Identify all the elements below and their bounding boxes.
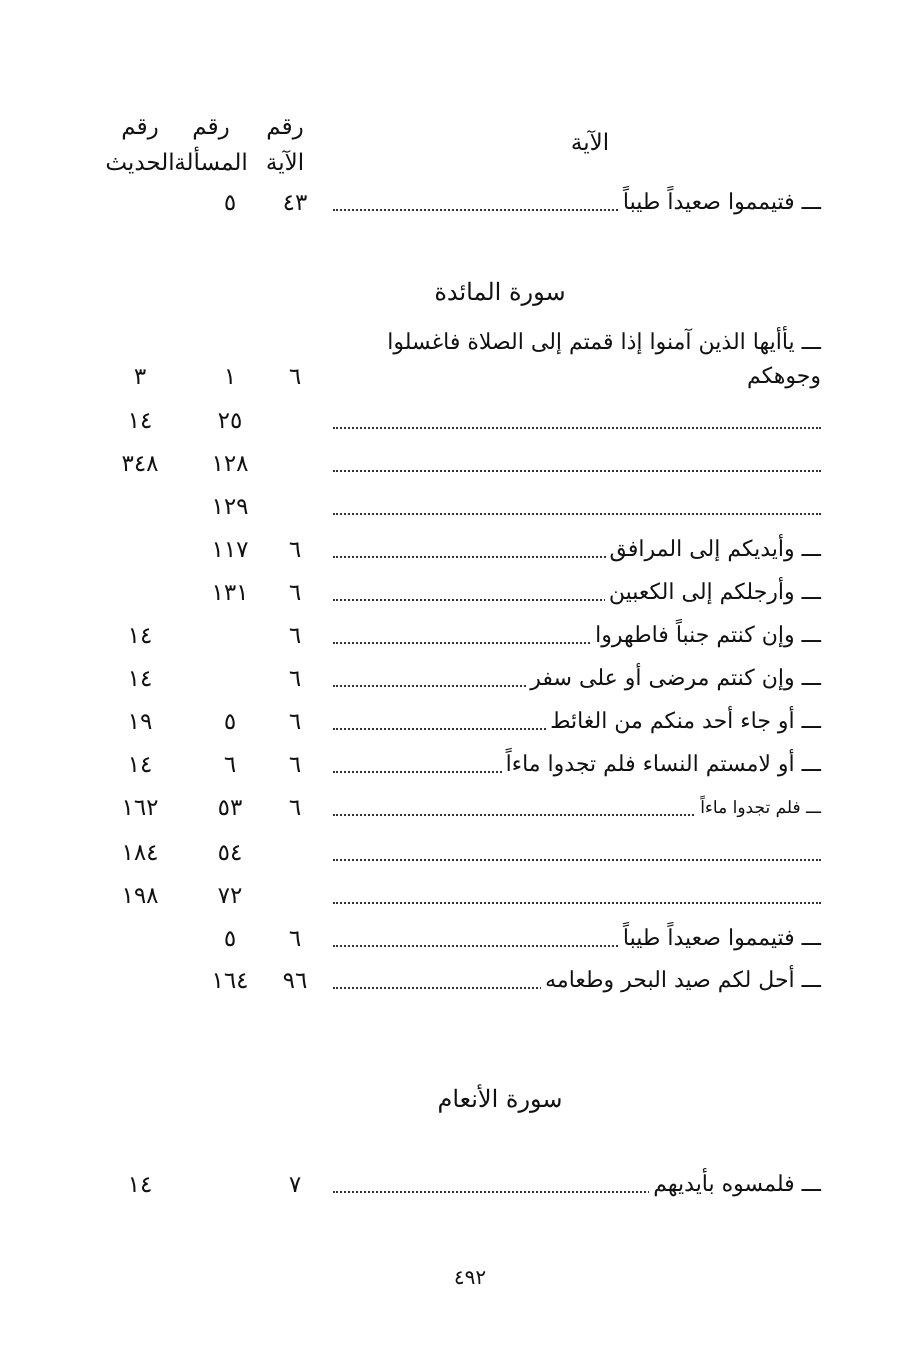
index-row — [333, 964, 821, 998]
entry-ayah-text: ـــ أو لامستم النساء فلم تجدوا ماءاً — [502, 748, 821, 782]
header-ayah-num-line2: الآية — [265, 149, 305, 176]
index-row — [333, 330, 821, 394]
index-row — [333, 836, 821, 870]
entry-ayah-number: ٩٦ — [282, 968, 308, 994]
entry-ayah-number: ٦ — [288, 795, 302, 821]
index-row — [333, 1168, 821, 1202]
surah-title: سورة المائدة — [434, 278, 566, 306]
page-number: ٤٩٢ — [453, 1265, 487, 1289]
entry-ayah-number: ٦ — [288, 580, 302, 606]
entry-masala-number: ١٦٤ — [211, 968, 249, 994]
entry-ayah-text: ـــ فتيمموا صعيداً طيباً — [619, 186, 821, 220]
entry-masala-number: ٥٣ — [217, 795, 243, 821]
entry-ayah-number: ٦ — [288, 537, 302, 563]
entry-ayah-number: ٦ — [288, 709, 302, 735]
entry-ayah-text: ـــ وأرجلكم إلى الكعبين — [605, 576, 821, 610]
index-row — [333, 533, 821, 567]
entry-ayah-number: ٤٣ — [282, 190, 308, 216]
entry-ayah-number: ٦ — [288, 364, 302, 390]
entry-ayah-text: ـــ أحل لكم صيد البحر وطعامه — [541, 964, 821, 998]
top-entry-row — [333, 186, 821, 220]
index-row — [333, 447, 821, 481]
index-row — [333, 490, 821, 524]
entry-ayah-text: ـــ فلمسوه بأيديهم — [649, 1168, 821, 1202]
index-row — [333, 922, 821, 956]
entry-hadith-number: ١٤ — [127, 408, 153, 434]
entry-hadith-number: ١٤ — [127, 752, 153, 778]
index-row — [333, 705, 821, 739]
index-row — [333, 619, 821, 653]
entry-masala-number: ١٢٨ — [211, 451, 249, 477]
entry-hadith-number: ١٤ — [127, 623, 153, 649]
entry-ayah-text: ـــ وإن كنتم مرضى أو على سفر — [526, 662, 821, 696]
header-masala-line1: رقم — [192, 114, 230, 140]
entry-masala-number: ٥٤ — [217, 840, 243, 866]
entry-masala-number: ١١٧ — [211, 537, 249, 563]
leader-dots — [333, 859, 821, 861]
entry-ayah-text: ـــ أو جاء أحد منكم من الغائط — [546, 705, 821, 739]
entry-hadith-number: ١٩ — [127, 709, 153, 735]
entry-ayah-text: ـــ يأأيها الذين آمنوا إذا قمتم إلى الصلاة فاغسلوا وجوهكم — [333, 326, 821, 394]
header-ayah-number — [250, 110, 320, 181]
leader-dots — [333, 902, 821, 904]
entry-ayah-number: ٦ — [288, 666, 302, 692]
index-row — [333, 879, 821, 913]
entry-hadith-number: ١٦٢ — [121, 795, 159, 821]
entry-masala-number: ١٣١ — [211, 580, 249, 606]
entry-ayah-text: ـــ فلم تجدوا ماءاً — [696, 791, 821, 825]
index-row — [333, 662, 821, 696]
leader-dots — [333, 513, 821, 515]
entry-masala-number: ١٢٩ — [211, 494, 249, 520]
index-row — [333, 791, 821, 825]
index-row — [333, 748, 821, 782]
entry-ayah-number: ٦ — [288, 752, 302, 778]
entry-ayah-text: ـــ وإن كنتم جنباً فاطهروا — [591, 619, 821, 653]
entry-hadith-number: ٣٤٨ — [121, 451, 159, 477]
entry-ayah-number: ٧ — [288, 1172, 302, 1198]
header-hadith-line2: الحديث — [105, 149, 175, 176]
entry-masala-number: ١ — [223, 364, 237, 390]
header-ayah-text: الآية — [570, 130, 610, 156]
header-masala-number — [172, 110, 250, 181]
entry-masala-number: ٦ — [223, 752, 237, 778]
entry-masala-number: ٥ — [223, 926, 237, 952]
entry-hadith-number: ٣ — [133, 364, 147, 390]
index-row — [333, 576, 821, 610]
index-row — [333, 404, 821, 438]
entry-masala-number: ٧٢ — [217, 883, 243, 909]
entry-hadith-number: ١٩٨ — [121, 883, 159, 909]
entry-hadith-number: ١٤ — [127, 1172, 153, 1198]
entry-ayah-number: ٦ — [288, 623, 302, 649]
entry-masala-number: ٥ — [223, 709, 237, 735]
header-masala-line2: المسألة — [174, 149, 248, 176]
surah-title: سورة الأنعام — [437, 1085, 563, 1113]
entry-hadith-number: ١٨٤ — [121, 840, 159, 866]
entry-ayah-text: ـــ فتيمموا صعيداً طيباً — [619, 922, 821, 956]
entry-masala-number: ٢٥ — [217, 408, 243, 434]
entry-ayah-text: ـــ وأيديكم إلى المرافق — [606, 533, 821, 567]
header-ayah-num-line1: رقم — [266, 114, 304, 140]
entry-ayah-number: ٦ — [288, 926, 302, 952]
leader-dots — [333, 427, 821, 429]
entry-masala-number: ٥ — [223, 190, 237, 216]
leader-dots — [333, 470, 821, 472]
header-hadith-number — [105, 110, 175, 181]
header-hadith-line1: رقم — [121, 114, 159, 140]
entry-hadith-number: ١٤ — [127, 666, 153, 692]
